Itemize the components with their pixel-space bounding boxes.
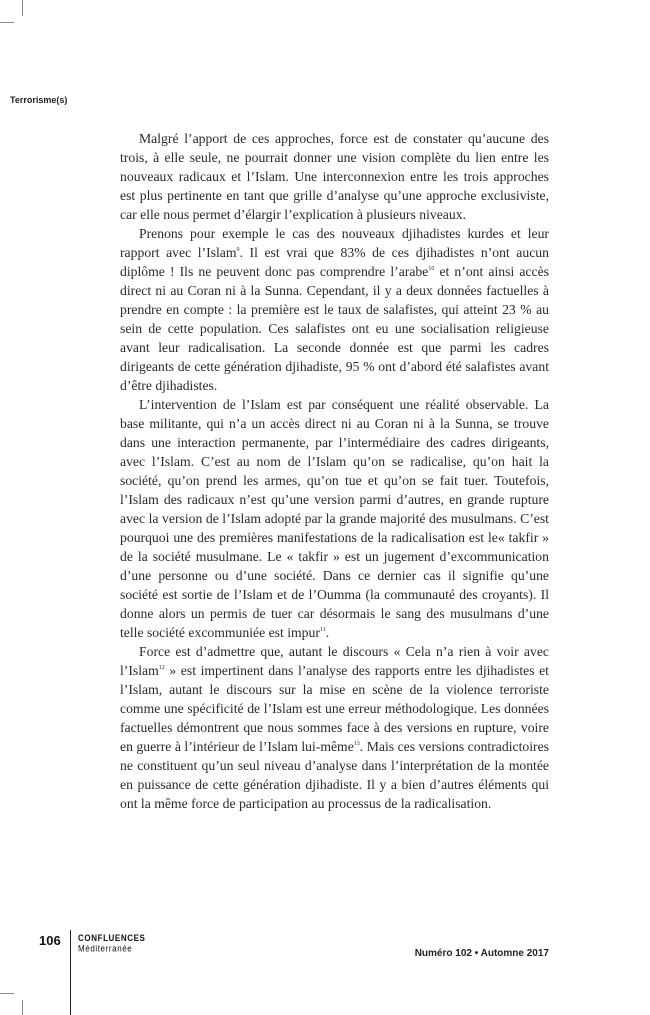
page-number: 106 bbox=[39, 933, 61, 948]
text-run: » est impertinent dans l’analyse des rapports entre les djihadistes et l’Islam, autant le discours sur la mise en scène de la violence terroriste comme une spécificité de l’Islam est une erreur méthodologique. Les données factuelles démontrent que nous sommes face à des versions en rupture, voire en guerre à l’intérieur de l’Islam lui-même bbox=[120, 663, 549, 754]
paragraph bbox=[120, 642, 549, 813]
text-run: Prenons pour exemple le cas des nouveaux djihadistes kurdes et leur rapport avec l’Islam bbox=[120, 226, 549, 260]
text-run: . Il est vrai que 83% de ces djihadistes n’ont aucun diplôme ! Ils ne peuvent donc pas comprendre l’arabe bbox=[120, 245, 549, 279]
issue-info: Numéro 102 • Automne 2017 bbox=[414, 948, 549, 959]
text-run: . Mais ces versions contradictoires ne constituent qu’un seul niveau d’analyse dans l’interprétation de la montée en puissance de cette génération djihadiste. Il y a bien d’autres éléments qui ont la même force de participation au processus de la radicalisation. bbox=[120, 739, 550, 811]
text-run: . bbox=[325, 625, 330, 640]
paragraph bbox=[120, 395, 549, 642]
crop-mark bbox=[22, 0, 23, 16]
paragraph bbox=[120, 129, 549, 224]
footnote-ref: 13 bbox=[353, 741, 360, 747]
text-run: Malgré l’apport de ces approches, force est de constater qu’aucune des trois, à elle seule, ne pourrait donner une vision complète du lien entre les nouveaux radicaux et l’Islam. Une interconnexion entre les trois approches est plus pertinente en tant que grille d’analyse qu’une approche exclusiviste, car elle nous permet d’élargir l’explication à plusieurs niveaux. bbox=[120, 131, 549, 222]
text-run: et n’ont ainsi accès direct ni au Coran ni à la Sunna. Cependant, il y a deux données factuelles à prendre en compte : la première est le taux de salafistes, qui atteint 23 % au sein de cette population. Ces salafistes ont eu une socialisation religieuse avant leur radicalisation. La seconde donnée est que parmi les cadres dirigeants de cette génération djihadiste, 95 % ont d’abord été salafistes avant d’être djihadistes. bbox=[120, 264, 550, 393]
footnote-ref: 11 bbox=[319, 627, 326, 633]
footer-divider bbox=[70, 930, 71, 1015]
crop-mark bbox=[0, 993, 14, 994]
footnote-ref: 12 bbox=[158, 665, 165, 671]
journal-logo bbox=[78, 933, 146, 954]
logo-line-2: Méditerranée bbox=[78, 943, 133, 954]
paragraph bbox=[120, 224, 549, 395]
running-header: Terrorisme(s) bbox=[10, 95, 68, 105]
article-body bbox=[120, 129, 549, 813]
footnote-ref: 9 bbox=[236, 247, 240, 253]
crop-mark bbox=[22, 1000, 23, 1015]
logo-line-1: CONFLUENCES bbox=[78, 933, 146, 944]
text-run: L’intervention de l’Islam est par conséquent une réalité observable. La base militante, qui n’a un accès direct ni au Coran ni à la Sunna, se trouve dans une interaction permanente, par l’intermédiaire des cadres dirigeants, avec l’Islam. C’est au nom de l’Islam qu’on se radicalise, qu’on hait la société, qu’on prend les armes, qu’on tue et qu’on se fait tuer. Toutefois, l’Islam des radicaux n’est qu’une version parmi d’autres, en grande rupture avec la version de l’Islam adopté par la grande majorité des musulmans. C’est pourquoi une des premières manifestations de la radicalisation est le« takfir » de la société musulmane. Le « takfir » est un jugement d’excommunication d’une personne ou d’une société. Dans ce dernier cas il signifie qu’une société est sortie de l’Islam et de l’Oumma (la communauté des croyants). Il donne alors un permis de tuer car désormais le sang des musulmans d’une telle société excommuniée est impur bbox=[120, 397, 549, 640]
footnote-ref: 10 bbox=[428, 266, 435, 272]
crop-mark bbox=[0, 22, 14, 23]
text-run: Force est d’admettre que, autant le discours « Cela n’a rien à voir avec l’Islam bbox=[120, 644, 549, 678]
